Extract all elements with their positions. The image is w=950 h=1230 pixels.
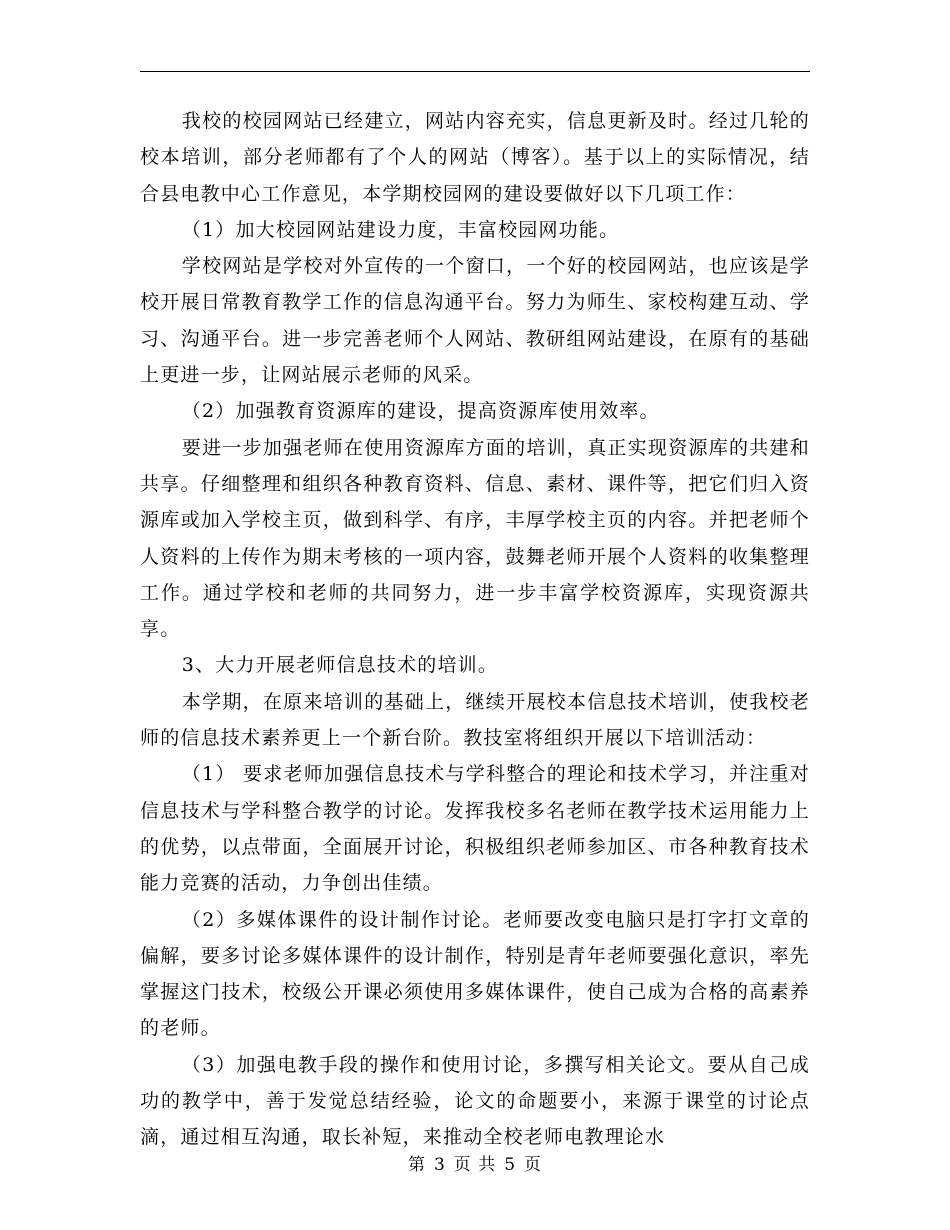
paragraph: 3、大力开展老师信息技术的培训。 (181, 654, 499, 677)
header-rule (140, 71, 810, 72)
paragraph: （1） 要求老师加强信息技术与学科整合的理论和技术学习，并注重对信息技术与学科整合教学的讨论。发挥我校多名老师在教学技术运用能力上的优势，以点带面，全面展开讨论，积极组织老师参加区、市各种教育技术能力竞赛的活动，力争创出佳绩。 (140, 763, 810, 895)
paragraph: （2）加强教育资源库的建设，提高资源库使用效率。 (181, 400, 660, 423)
document-body (140, 103, 810, 1156)
paragraph: （2）多媒体课件的设计制作讨论。老师要改变电脑只是打字打文章的偏解，要多讨论多媒体课件的设计制作，特别是青年老师要强化意识，率先掌握这门技术，校级公开课必须使用多媒体课件，使自己成为合格的高素养的老师。 (140, 908, 810, 1040)
footer-prefix: 第 (407, 1155, 426, 1175)
paragraph: 要进一步加强老师在使用资源库方面的培训，真正实现资源库的共建和共享。仔细整理和组织各种教育资料、信息、素材、课件等，把它们归入资源库或加入学校主页，做到科学、有序，丰厚学校主页的内容。并把老师个人资料的上传作为期末考核的一项内容，鼓舞老师开展个人资料的收集整理工作。通过学校和老师的共同努力，进一步丰富学校资源库，实现资源共享。 (140, 436, 810, 641)
page-footer (0, 1150, 950, 1175)
paragraph: 学校网站是学校对外宣传的一个窗口，一个好的校园网站，也应该是学校开展日常教育教学工作的信息沟通平台。努力为师生、家校构建互动、学习、沟通平台。进一步完善老师个人网站、教研组网站建设，在原有的基础上更进一步，让网站展示老师的风采。 (140, 255, 810, 387)
paragraph: （3）加强电教手段的操作和使用讨论，多撰写相关论文。要从自己成功的教学中，善于发觉总结经验，论文的命题要小，来源于课堂的讨论点滴，通过相互沟通，取长补短，来推动全校老师电教理论水 (140, 1053, 810, 1149)
footer-middle: 页 共 (453, 1155, 497, 1175)
footer-suffix: 页 (524, 1155, 543, 1175)
paragraph: 本学期，在原来培训的基础上，继续开展校本信息技术培训，使我校老师的信息技术素养更上一个新台阶。教技室将组织开展以下培训活动： (140, 690, 810, 750)
total-pages: 5 (504, 1155, 517, 1175)
page-number: 3 (433, 1155, 446, 1175)
paragraph: （1）加大校园网站建设力度，丰富校园网功能。 (181, 218, 620, 241)
paragraph: 我校的校园网站已经建立，网站内容充实，信息更新及时。经过几轮的校本培训，部分老师都有了个人的网站（博客）。基于以上的实际情况，结合县电教中心工作意见，本学期校园网的建设要做好以下几项工作： (140, 110, 810, 205)
